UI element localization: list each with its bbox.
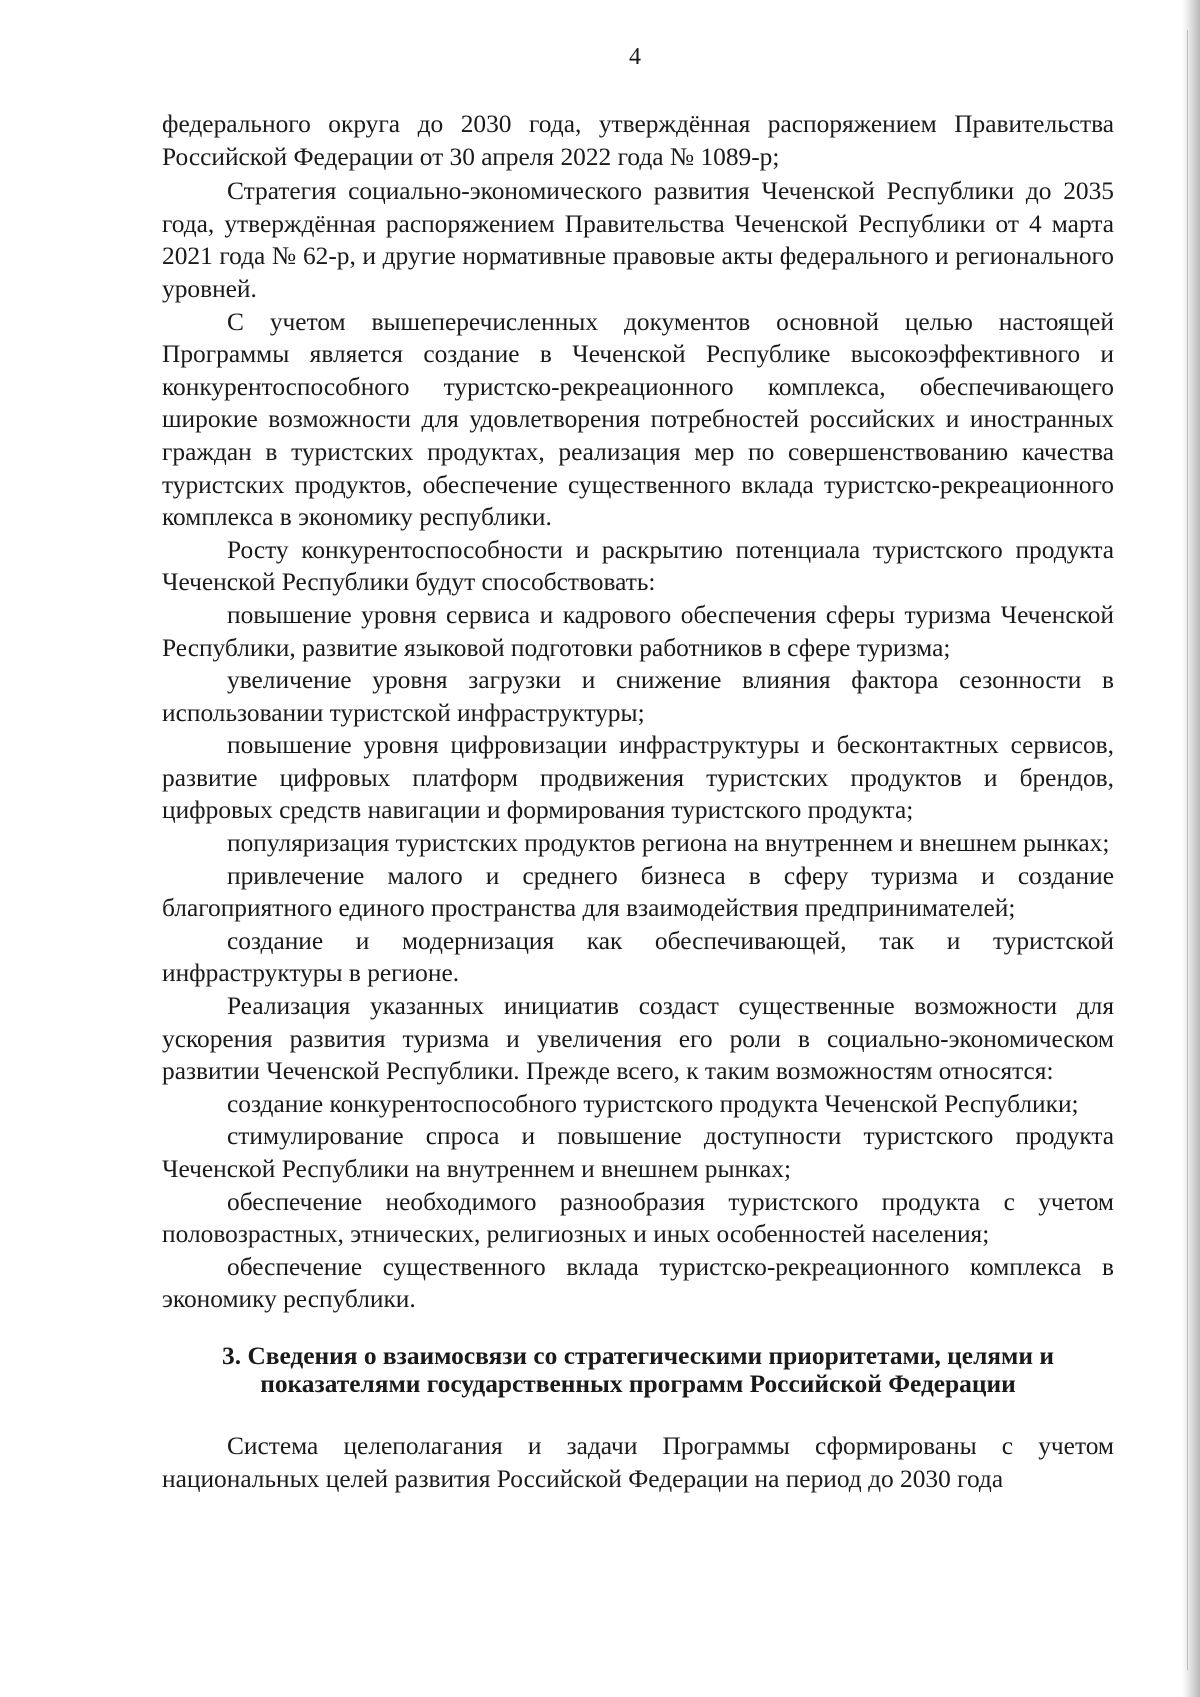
- list-item: привлечение малого и среднего бизнеса в сферу туризма и создание благоприятного единого пространства для взаимодействия предпринимателей;: [162, 861, 1114, 923]
- paragraph: С учетом вышеперечисленных документов основной целью настоящей Программы является создание в Чеченской Республике высокоэффективного и конкурентоспособного туристско-рекреационного комплекса, обеспечивающего широкие возможности для удовлетворения потребностей российских и иностранных граждан в туристских продуктах, реализация мер по совершенствованию качества туристских продуктов, обеспечение существенного вклада туристско-рекреационного комплекса в экономику республики.: [162, 307, 1114, 532]
- list-item: повышение уровня сервиса и кадрового обеспечения сферы туризма Чеченской Республики, развитие языковой подготовки работников в сфере туризма;: [162, 600, 1114, 662]
- scan-edge-line: [1187, 30, 1188, 1670]
- paragraph: Система целеполагания и задачи Программы сформированы с учетом национальных целей развития Российской Федерации на период до 2030 года: [162, 1431, 1114, 1493]
- list-item: популяризация туристских продуктов региона на внутреннем и внешнем рынках;: [227, 829, 1110, 858]
- scan-edge-shadow: [1182, 0, 1200, 1697]
- document-body: [162, 108, 1114, 1495]
- page-number: 4: [629, 44, 641, 70]
- list-item: повышение уровня цифровизации инфраструктуры и бесконтактных сервисов, развитие цифровых платформ продвижения туристских продуктов и брендов, цифровых средств навигации и формирования туристского продукта;: [162, 731, 1114, 825]
- section-heading: 3. Сведения о взаимосвязи со стратегическими приоритетами, целями и показателями государственных программ Российской Федерации: [222, 1341, 1054, 1398]
- list-item: создание и модернизация как обеспечивающей, так и туристской инфраструктуры в регионе.: [162, 926, 1114, 988]
- list-item: создание конкурентоспособного туристского продукта Чеченской Республики;: [227, 1089, 1079, 1118]
- list-item: увеличение уровня загрузки и снижение влияния фактора сезонности в использовании туристской инфраструктуры;: [162, 666, 1114, 727]
- list-item: обеспечение необходимого разнообразия туристского продукта с учетом половозрастных, этнических, религиозных и иных особенностей населения;: [162, 1187, 1114, 1249]
- paragraph: Стратегия социально-экономического развития Чеченской Республики до 2035 года, утверждённая распоряжением Правительства Чеченской Республики от 4 марта 2021 года № 62-р, и другие нормативные правовые акты федерального и регионального уровней.: [162, 177, 1114, 303]
- paragraph: Росту конкурентоспособности и раскрытию потенциала туристского продукта Чеченской Республики будут способствовать:: [162, 535, 1114, 597]
- paragraph: федерального округа до 2030 года, утверждённая распоряжением Правительства Российской Федерации от 30 апреля 2022 года № 1089-р;: [162, 110, 1114, 171]
- list-item: обеспечение существенного вклада туристско-рекреационного комплекса в экономику республики.: [162, 1252, 1114, 1314]
- list-item: стимулирование спроса и повышение доступности туристского продукта Чеченской Республики на внутреннем и внешнем рынках;: [162, 1122, 1114, 1183]
- paragraph: Реализация указанных инициатив создаст существенные возможности для ускорения развития туризма и увеличения его роли в социально-экономическом развитии Чеченской Республики. Прежде всего, к таким возможностям относятся:: [162, 992, 1114, 1086]
